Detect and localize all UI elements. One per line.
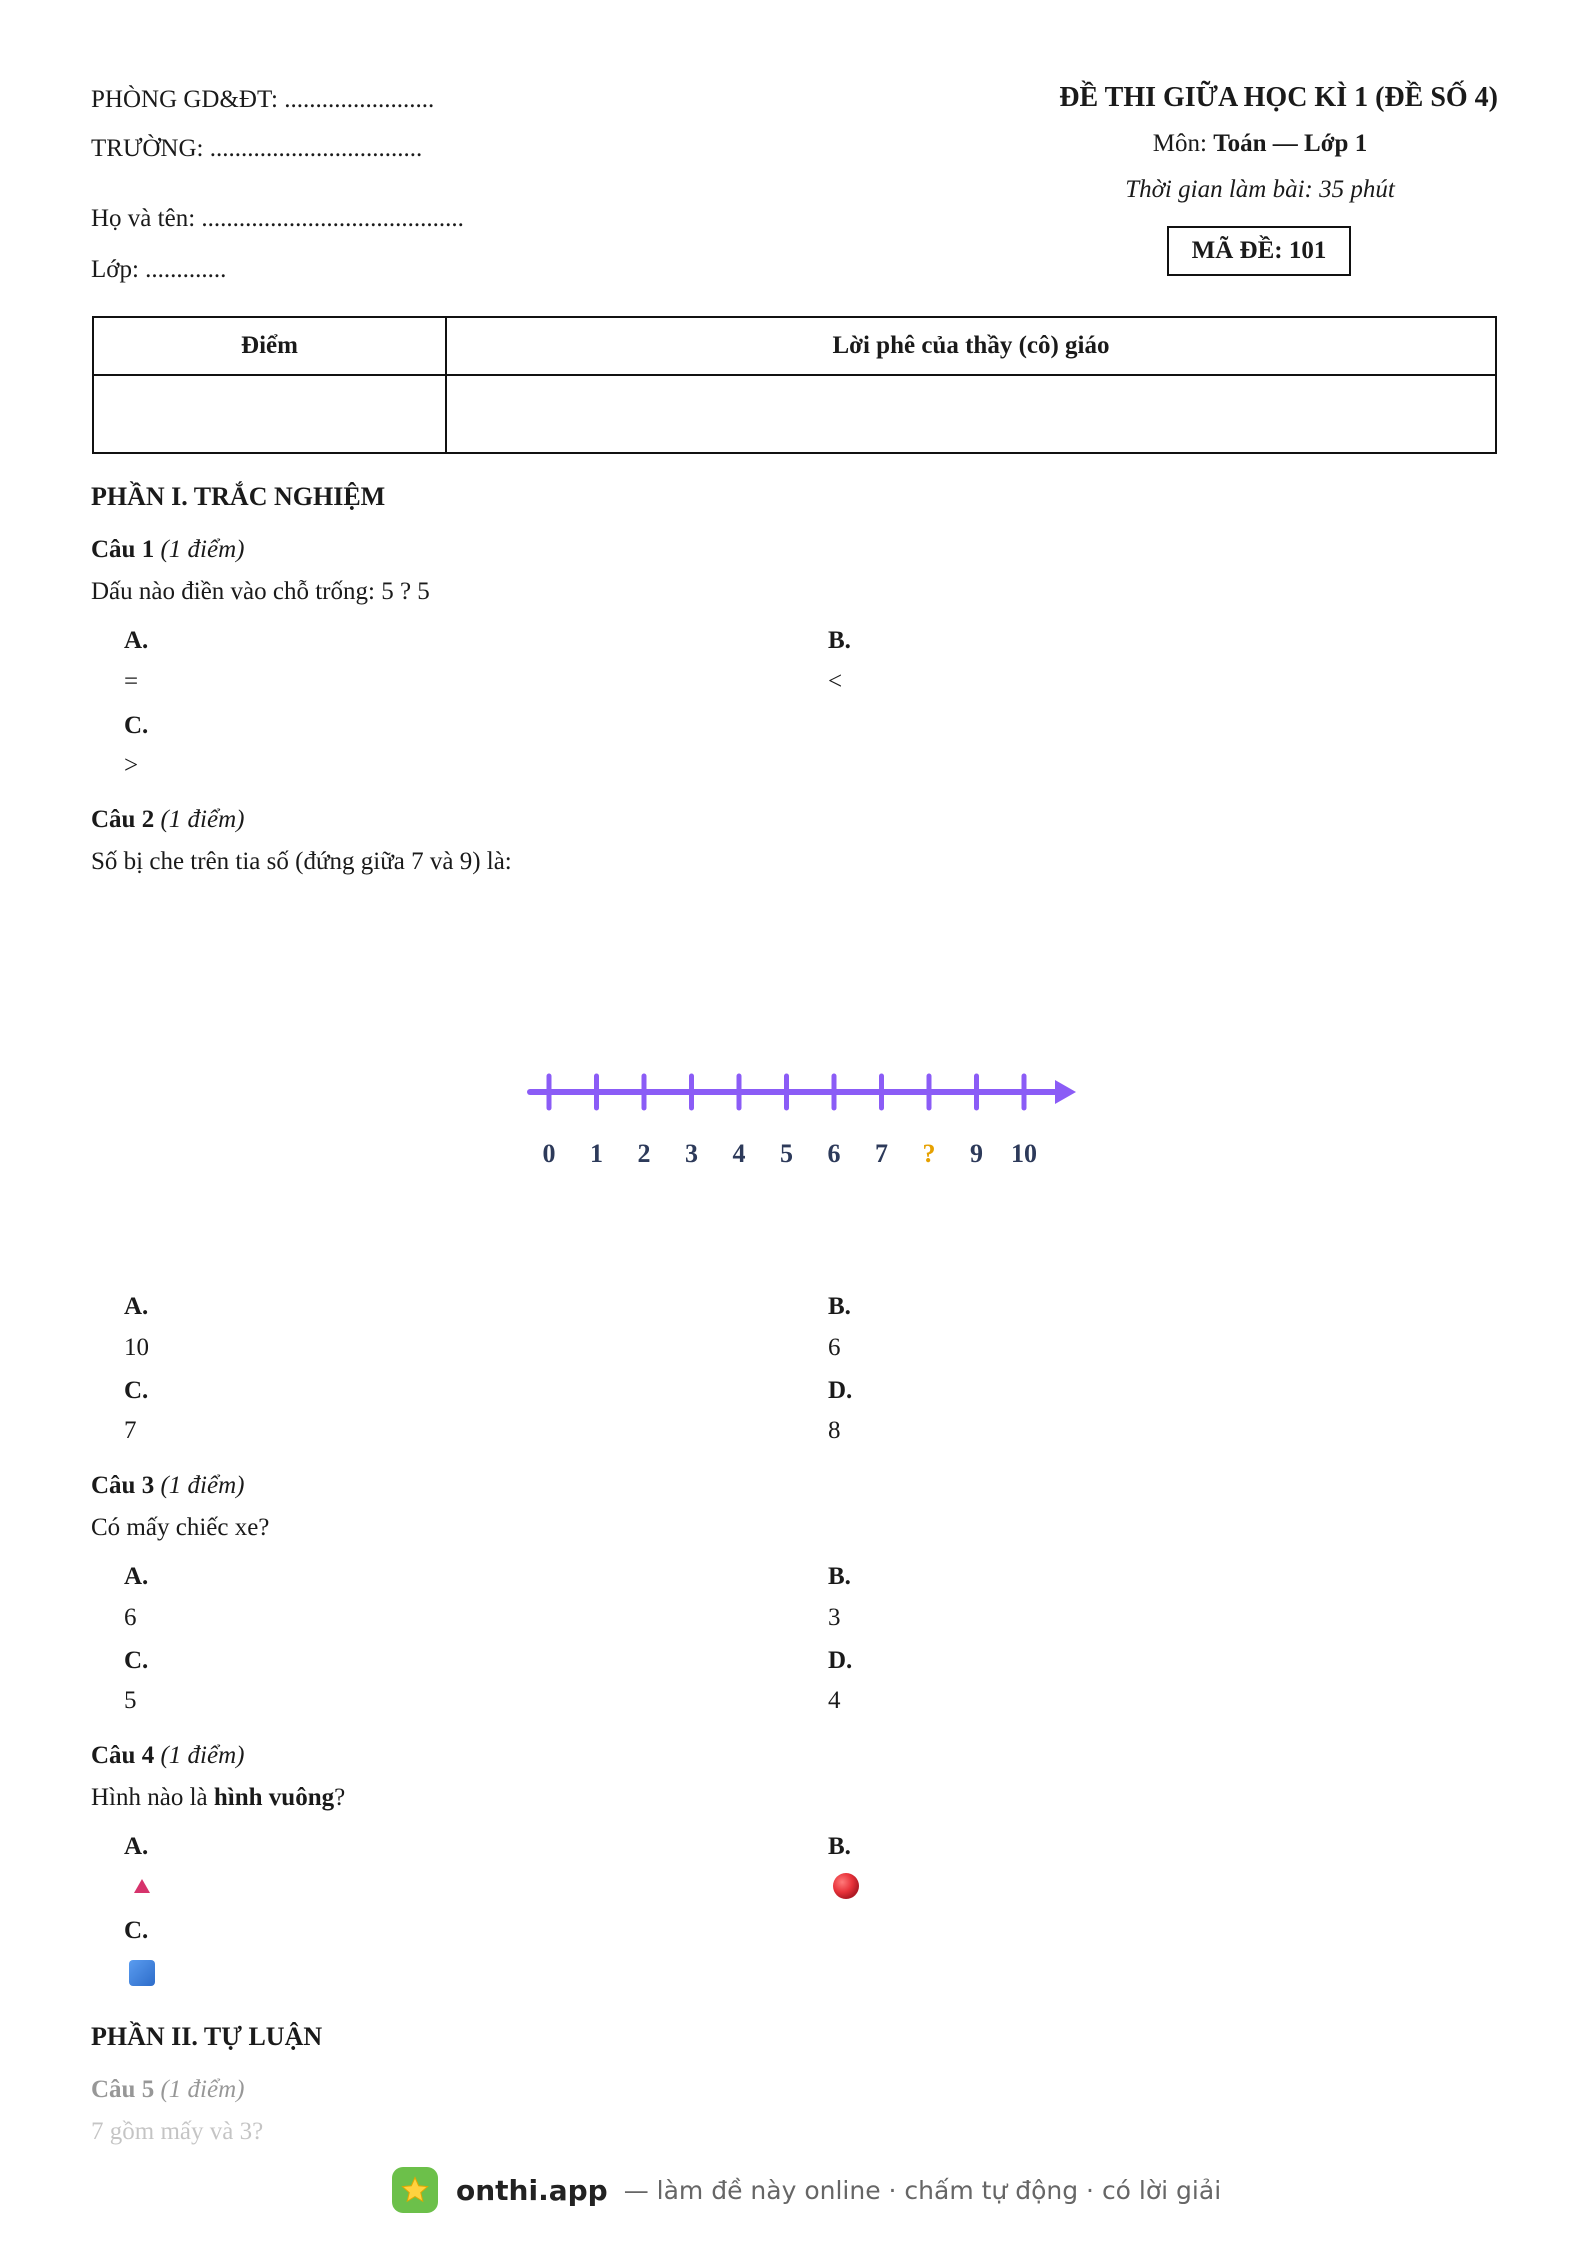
number-line-hidden-label: ? <box>922 1139 936 1168</box>
number-line-label: 6 <box>827 1139 841 1168</box>
subject-name: Toán — Lớp 1 <box>1213 130 1368 157</box>
number-line-label: 3 <box>685 1139 698 1168</box>
number-line-label: 7 <box>875 1139 888 1168</box>
school-field: TRƯỜNG: .................................. <box>91 135 423 162</box>
star-icon <box>400 2175 430 2205</box>
question-3-header <box>91 1472 244 1500</box>
q3-option-c-value[interactable]: 5 <box>124 1687 137 1714</box>
q2-option-a-value[interactable]: 10 <box>124 1334 149 1361</box>
q1-option-a-label[interactable]: A. <box>124 627 149 654</box>
subject-line <box>1080 130 1440 158</box>
q2-option-d-value[interactable]: 8 <box>828 1417 841 1444</box>
q2-option-c-label[interactable]: C. <box>124 1377 149 1404</box>
student-name-field: Họ và tên: .......................................... <box>91 205 464 232</box>
question-number: Câu 2 <box>91 806 155 833</box>
q2-option-d-label[interactable]: D. <box>828 1377 853 1404</box>
section-title-essay: PHẦN II. TỰ LUẬN <box>91 2022 323 2051</box>
q4-option-b-label[interactable]: B. <box>828 1833 851 1860</box>
number-line-label: 9 <box>970 1139 983 1168</box>
number-line <box>520 1060 1080 1180</box>
q3-option-a-label[interactable]: A. <box>124 1563 149 1590</box>
score-cell[interactable] <box>93 375 446 453</box>
number-line-arrow-icon <box>1055 1080 1076 1104</box>
question-2-header <box>91 806 244 834</box>
exam-code: MÃ ĐỀ: 101 <box>1167 226 1351 276</box>
triangle-icon[interactable] <box>132 1877 152 1895</box>
q2-option-c-value[interactable]: 7 <box>124 1417 137 1444</box>
class-field: Lớp: ............. <box>91 256 227 283</box>
circle-icon[interactable] <box>831 1871 861 1901</box>
question-4-text-bold: hình vuông <box>213 1784 335 1811</box>
score-header: Điểm <box>93 317 446 375</box>
number-line-label: 2 <box>637 1139 651 1168</box>
question-4-text-post: ? <box>334 1784 346 1811</box>
q1-option-b-label[interactable]: B. <box>828 627 851 654</box>
question-5-text: 7 gồm mấy và 3? <box>91 2118 264 2145</box>
question-number: Câu 5 <box>91 2076 155 2103</box>
question-5-header <box>91 2076 244 2104</box>
question-points: (1 điểm) <box>160 536 245 563</box>
q1-option-c-value[interactable]: > <box>124 752 139 779</box>
question-4-header <box>91 1742 244 1770</box>
q3-option-c-label[interactable]: C. <box>124 1647 149 1674</box>
question-1-header <box>91 536 244 564</box>
q1-option-a-value[interactable]: = <box>124 668 139 695</box>
q4-option-c-label[interactable]: C. <box>124 1917 149 1944</box>
q2-option-b-label[interactable]: B. <box>828 1293 851 1320</box>
question-3-text: Có mấy chiếc xe? <box>91 1514 270 1541</box>
number-line-label: 5 <box>780 1139 793 1168</box>
app-logo[interactable] <box>392 2167 438 2213</box>
footer-banner[interactable] <box>392 2165 1221 2215</box>
brand-name[interactable]: onthi.app <box>456 2173 608 2207</box>
question-points: (1 điểm) <box>160 1472 245 1499</box>
question-number: Câu 4 <box>91 1742 155 1769</box>
number-line-label: 0 <box>542 1139 556 1168</box>
question-number: Câu 1 <box>91 536 155 563</box>
number-line-label: 10 <box>1011 1139 1037 1168</box>
question-4-text <box>91 1784 345 1812</box>
q1-option-c-label[interactable]: C. <box>124 712 149 739</box>
duration: Thời gian làm bài: 35 phút <box>1125 176 1395 203</box>
q1-option-b-value[interactable]: < <box>828 668 843 695</box>
question-number: Câu 3 <box>91 1472 155 1499</box>
question-4-text-pre: Hình nào là <box>91 1784 214 1811</box>
subject-prefix: Môn: <box>1152 130 1214 157</box>
number-line-label: 4 <box>732 1139 746 1168</box>
exam-title: ĐỀ THI GIỮA HỌC KÌ 1 (ĐỀ SỐ 4) <box>1059 82 1498 113</box>
question-2-text: Số bị che trên tia số (đứng giữa 7 và 9) là: <box>91 848 512 875</box>
score-table <box>92 316 1497 454</box>
q3-option-d-label[interactable]: D. <box>828 1647 853 1674</box>
q3-option-b-value[interactable]: 3 <box>828 1604 841 1631</box>
question-points: (1 điểm) <box>160 1742 245 1769</box>
square-icon[interactable] <box>127 1958 157 1988</box>
q2-option-b-value[interactable]: 6 <box>828 1334 841 1361</box>
question-points: (1 điểm) <box>160 2076 245 2103</box>
q4-option-a-label[interactable]: A. <box>124 1833 149 1860</box>
number-line-label: 1 <box>590 1139 603 1168</box>
department-field: PHÒNG GD&ĐT: ........................ <box>91 86 435 113</box>
section-title-multiple-choice: PHẦN I. TRẮC NGHIỆM <box>91 482 386 511</box>
footer-tagline: — làm đề này online · chấm tự động · có lời giải <box>623 2175 1222 2205</box>
question-1-text: Dấu nào điền vào chỗ trống: 5 ? 5 <box>91 578 430 605</box>
q3-option-b-label[interactable]: B. <box>828 1563 851 1590</box>
q3-option-a-value[interactable]: 6 <box>124 1604 137 1631</box>
comment-header: Lời phê của thầy (cô) giáo <box>446 317 1496 375</box>
question-points: (1 điểm) <box>160 806 245 833</box>
comment-cell[interactable] <box>446 375 1496 453</box>
q3-option-d-value[interactable]: 4 <box>828 1687 841 1714</box>
q2-option-a-label[interactable]: A. <box>124 1293 149 1320</box>
